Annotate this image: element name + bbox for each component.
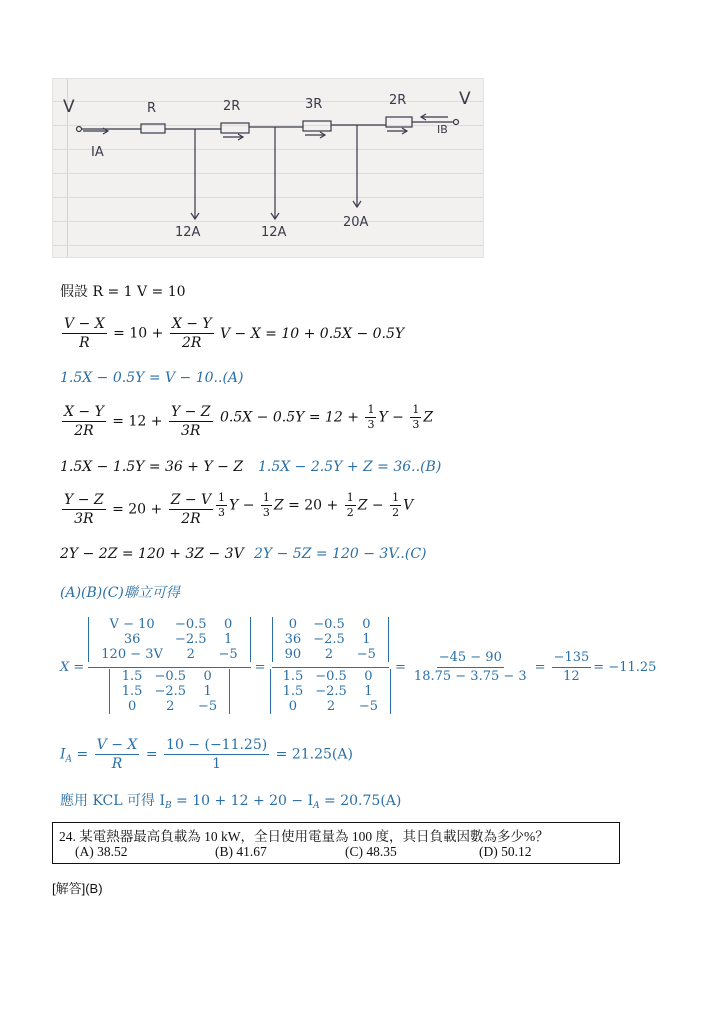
- source-current-right: IB: [437, 123, 448, 136]
- equation-1: $\frac{V - X}{R}$ = 10 + $\frac{X - Y}{2R}$: [64, 316, 212, 351]
- equation-3: 1.5X − 1.5Y = 36 + Y − Z: [60, 459, 244, 475]
- branch-current-label: 20A: [343, 215, 369, 230]
- question-box: [52, 822, 620, 864]
- equation-4-simplified: $\frac{1}{3}$ Y − $\frac{1}{3}$ Z = 20 + $\frac{1}{2}$ Z − $\frac{1}{2}$ V: [218, 491, 414, 519]
- ia-result: = 21.25(A): [275, 746, 353, 763]
- equation-2-simplified: 0.5X − 0.5Y = 12 + $\frac{1}{3}$ Y − $\frac{1}{3}$ Z: [220, 403, 434, 431]
- x-result: = −11.25: [593, 660, 657, 675]
- kcl-line: 應用 KCL 可得 $I_B = 10 + 12 + 20 - I_A = 20.75(A)$: [60, 793, 402, 811]
- option-c: (C) 48.35: [345, 844, 397, 859]
- combine-line: (A)(B)(C)聯立可得: [60, 585, 180, 601]
- resistor-label: 2R: [389, 93, 407, 108]
- option-b: (B) 41.67: [215, 844, 267, 859]
- equation-b: 1.5X − 2.5Y + Z = 36..(B): [258, 459, 442, 475]
- branch-current-label: 12A: [261, 225, 287, 240]
- ia-line: $I_A$ = $\frac{V - X}{R}$ = $\frac{10 - (-11.25)}{1}$ = 21.25(A): [60, 737, 353, 772]
- branch-current-label: 12A: [175, 225, 201, 240]
- question-text: 24. 某電熱器最高負載為 10 kW，全日使用電量為 100 度，其日負載因數為多少%？: [59, 829, 549, 844]
- kcl-text-2: = 10 + 12 + 20 − I: [171, 793, 314, 809]
- equation-2: $\frac{X - Y}{2R}$ = 12 + $\frac{Y - Z}{3R}$: [64, 404, 211, 439]
- assumption-line: 假設 R = 1 V = 10: [60, 284, 186, 300]
- resistor-label: 3R: [305, 97, 323, 112]
- source-current-left: IA: [91, 145, 104, 160]
- circuit-diagram: [52, 78, 484, 258]
- equation-1-simplified: V − X = 10 + 0.5X − 0.5Y: [220, 326, 405, 342]
- equation-a: 1.5X − 0.5Y = V − 10..(A): [60, 370, 244, 386]
- kcl-text: 應用 KCL 可得 I: [60, 793, 165, 809]
- option-a: (A) 38.52: [75, 844, 128, 859]
- option-d: (D) 50.12: [479, 844, 532, 859]
- equation-2-text: 0.5X − 0.5Y = 12 +: [220, 409, 359, 426]
- equation-c: 2Y − 5Z = 120 − 3V..(C): [254, 546, 427, 562]
- diagram-right-voltage: V: [459, 89, 471, 109]
- equation-5: 2Y − 2Z = 120 + 3Z − 3V: [60, 546, 244, 562]
- cramer-rule: X = V − 10 −0.5 0 36 −2.5 1 120 − 3V 2 −5 1.5 −0.5 0 1.5 −2.5 1 0 2 −5 = 0 −0.5 0 36 −2.5 1 90 2 −5 1.5 −0.5 0 1.5 −2.5 1 0 2 −5 = $\frac{-45 - 90}{18.75 - 3.75 - 3}$ = $\frac{-135}{12}$ = −11.25: [60, 617, 657, 714]
- equation-4: $\frac{Y - Z}{3R}$ = 20 + $\frac{Z - V}{2R}$: [64, 492, 212, 527]
- resistor-label: 2R: [223, 99, 241, 114]
- kcl-result: = 20.75(A): [319, 793, 402, 809]
- answer-label: [解答](B): [52, 881, 103, 896]
- resistor-label: R: [147, 101, 157, 116]
- diagram-left-voltage: V: [63, 97, 75, 117]
